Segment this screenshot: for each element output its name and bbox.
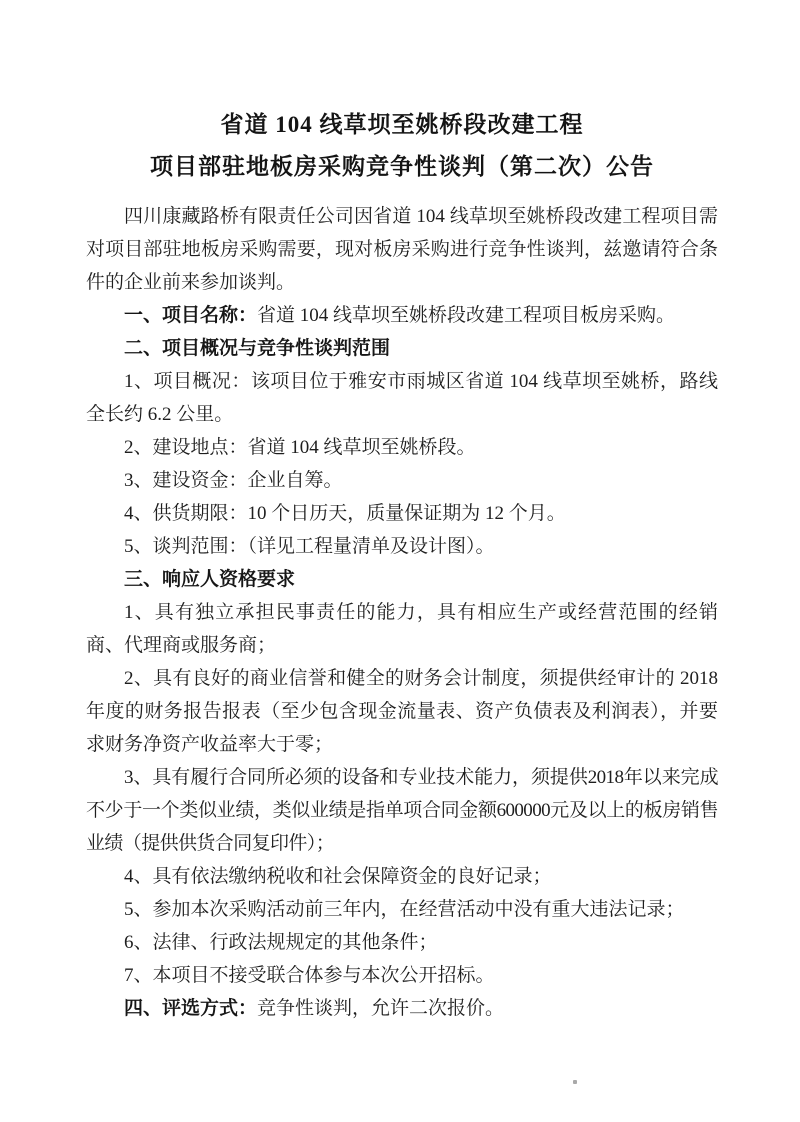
section3-item-7: 7、本项目不接受联合体参与本次公开招标。	[124, 965, 495, 986]
section1-label: 一、项目名称：	[124, 305, 258, 326]
section3-item-5: 5、参加本次采购活动前三年内，在经营活动中没有重大违法记录；	[124, 899, 685, 920]
section2-item-4: 4、供货期限：10 个日历天，质量保证期为 12 个月。	[124, 503, 566, 524]
section3-item-3: 3、具有履行合同所必须的设备和专业技术能力，须提供2018年以来完成不少于一个类似业绩，类似业绩是指单项合同金额600000元及以上的板房销售业绩（提供供货合同复印件）；	[86, 767, 718, 854]
section3-item-2: 2、具有良好的商业信誉和健全的财务会计制度，须提供经审计的 2018 年度的财务报告报表（至少包含现金流量表、资产负债表及利润表），并要求财务净资产收益率大于零；	[86, 668, 718, 755]
doc-title-line1: 省道 104 线草坝至姚桥段改建工程	[220, 112, 584, 137]
section4-label: 四、评选方式：	[124, 998, 258, 1019]
section3-heading: 三、响应人资格要求	[124, 569, 296, 590]
section2-heading: 二、项目概况与竞争性谈判范围	[124, 338, 391, 359]
section2-item-1: 1、项目概况：该项目位于雅安市雨城区省道 104 线草坝至姚桥，路线全长约 6.2 公里。	[86, 371, 718, 425]
section2-item-2: 2、建设地点：省道 104 线草坝至姚桥段。	[124, 437, 476, 458]
section3-item-4: 4、具有依法缴纳税收和社会保障资金的良好记录；	[124, 866, 552, 887]
section2-item-5: 5、谈判范围：（详见工程量清单及设计图）。	[124, 536, 495, 557]
doc-title-line2: 项目部驻地板房采购竞争性谈判（第二次）公告	[150, 154, 654, 179]
scan-artifact-dot	[573, 1080, 577, 1084]
section4-line	[86, 992, 718, 1025]
document-content	[86, 108, 718, 1025]
section3-item-1: 1、具有独立承担民事责任的能力，具有相应生产或经营范围的经销商、代理商或服务商；	[86, 602, 718, 656]
section1-text: 省道 104 线草坝至姚桥段改建工程项目板房采购。	[257, 305, 676, 326]
intro-paragraph: 四川康藏路桥有限责任公司因省道 104 线草坝至姚桥段改建工程项目需对项目部驻地板房采购需要，现对板房采购进行竞争性谈判，兹邀请符合条件的企业前来参加谈判。	[86, 206, 718, 293]
section3-item-6: 6、法律、行政法规规定的其他条件；	[124, 932, 438, 953]
section2-item-3: 3、建设资金：企业自筹。	[124, 470, 343, 491]
section1-line	[86, 299, 718, 332]
section4-text: 竞争性谈判，允许二次报价。	[257, 998, 505, 1019]
